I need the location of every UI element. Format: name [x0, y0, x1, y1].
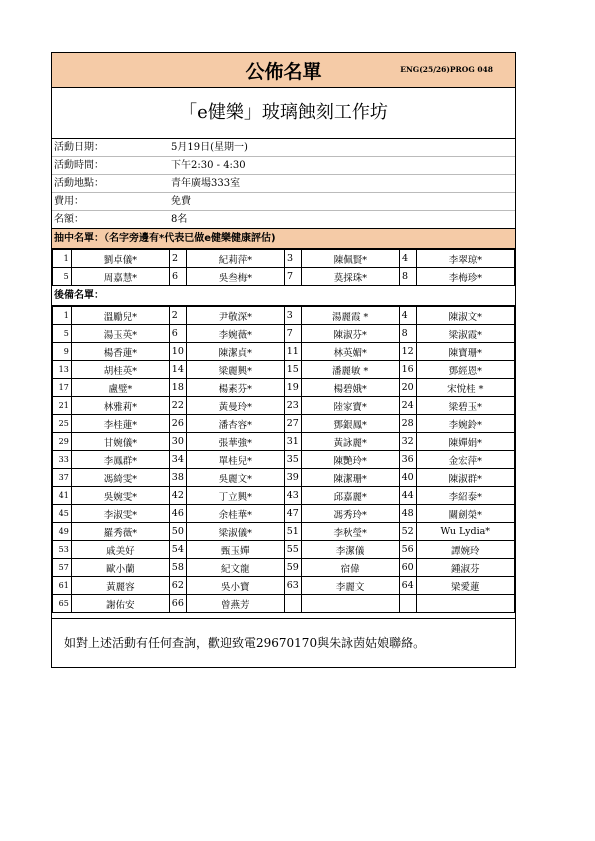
entry-name: 黃曼玲* — [186, 397, 284, 415]
entry-number: 34 — [169, 451, 186, 469]
entry-name: 李淑雯* — [71, 505, 169, 523]
entry-number: 6 — [169, 268, 186, 286]
entry-name: 吳婉雯* — [71, 487, 169, 505]
entry-number: 18 — [169, 379, 186, 397]
entry-number: 54 — [169, 541, 186, 559]
info-row — [52, 192, 515, 210]
entry-number: 51 — [284, 523, 301, 541]
waitlist-heading: 後備名單： — [52, 286, 515, 306]
entry-name: 潘麗敏 * — [301, 361, 399, 379]
entry-number: 29 — [53, 433, 72, 451]
table-row — [53, 307, 515, 325]
entry-name: 宋悅桂 * — [416, 379, 514, 397]
entry-number: 9 — [53, 343, 72, 361]
entry-number: 16 — [399, 361, 416, 379]
entry-name: 李鳳群* — [71, 451, 169, 469]
entry-number: 3 — [284, 250, 301, 268]
entry-number: 10 — [169, 343, 186, 361]
entry-name: 馮秀玲* — [301, 505, 399, 523]
entry-number: 8 — [399, 325, 416, 343]
entry-number: 24 — [399, 397, 416, 415]
entry-number: 40 — [399, 469, 416, 487]
entry-name: 陳艷玲* — [301, 451, 399, 469]
info-label: 費用： — [54, 196, 84, 207]
info-label: 活動時間： — [54, 160, 104, 171]
entry-number: 48 — [399, 505, 416, 523]
activity-title: 「e健樂」玻璃蝕刻工作坊 — [52, 88, 515, 139]
entry-name: 丁立興* — [186, 487, 284, 505]
entry-name: 宿偉 — [301, 559, 399, 577]
info-row — [52, 139, 515, 156]
entry-number: 62 — [169, 577, 186, 595]
entry-name: 陳淑群* — [416, 469, 514, 487]
entry-number: 53 — [53, 541, 72, 559]
entry-name: 楊香蓮* — [71, 343, 169, 361]
entry-number: 50 — [169, 523, 186, 541]
entry-number: 19 — [284, 379, 301, 397]
entry-name — [301, 595, 399, 613]
entry-number: 5 — [53, 325, 72, 343]
entry-number: 20 — [399, 379, 416, 397]
waitlist-table — [52, 306, 515, 613]
table-row — [53, 415, 515, 433]
table-row — [53, 361, 515, 379]
entry-number: 25 — [53, 415, 72, 433]
entry-name: 陳佩賢* — [301, 250, 399, 268]
entry-number: 46 — [169, 505, 186, 523]
entry-number: 32 — [399, 433, 416, 451]
entry-name: 李梅珍* — [416, 268, 514, 286]
entry-number: 1 — [53, 307, 72, 325]
info-label: 活動地點： — [54, 178, 104, 189]
entry-number — [284, 595, 301, 613]
entry-name: 李翠琼* — [416, 250, 514, 268]
table-row — [53, 541, 515, 559]
entry-number: 15 — [284, 361, 301, 379]
table-row — [53, 523, 515, 541]
selected-heading: 抽中名單：（名字旁邊有*代表已做e健樂健康評估) — [52, 229, 515, 249]
entry-name: 李潔儀 — [301, 541, 399, 559]
entry-name: 陸家寶* — [301, 397, 399, 415]
entry-number: 26 — [169, 415, 186, 433]
entry-name: 李麗文 — [301, 577, 399, 595]
entry-name: 李秋瑩* — [301, 523, 399, 541]
entry-number: 56 — [399, 541, 416, 559]
entry-number: 17 — [53, 379, 72, 397]
entry-name: 曾燕芳 — [186, 595, 284, 613]
entry-number: 60 — [399, 559, 416, 577]
entry-number: 57 — [53, 559, 72, 577]
selected-table — [52, 249, 515, 286]
entry-name: 鄧銀鳳* — [301, 415, 399, 433]
entry-name: 梁愛蓮 — [416, 577, 514, 595]
entry-name: 紀文龍 — [186, 559, 284, 577]
entry-name: 胡桂英* — [71, 361, 169, 379]
entry-name: 尹敬深* — [186, 307, 284, 325]
entry-name: 吳麗文* — [186, 469, 284, 487]
entry-number: 47 — [284, 505, 301, 523]
entry-number: 39 — [284, 469, 301, 487]
entry-name: 吳小寶 — [186, 577, 284, 595]
entry-number: 66 — [169, 595, 186, 613]
entry-name: 羅秀薇* — [71, 523, 169, 541]
entry-number: 23 — [284, 397, 301, 415]
entry-name: 楊碧娥* — [301, 379, 399, 397]
entry-name: 湯玉英* — [71, 325, 169, 343]
entry-number: 5 — [53, 268, 72, 286]
entry-name: 關劍榮* — [416, 505, 514, 523]
entry-name: 潘杏容* — [186, 415, 284, 433]
entry-number: 49 — [53, 523, 72, 541]
entry-name: 林雅莉* — [71, 397, 169, 415]
info-row — [52, 156, 515, 174]
entry-number: 3 — [284, 307, 301, 325]
table-row — [53, 379, 515, 397]
entry-name: 梁碧玉* — [416, 397, 514, 415]
entry-number: 11 — [284, 343, 301, 361]
entry-number: 41 — [53, 487, 72, 505]
entry-number: 36 — [399, 451, 416, 469]
info-value: 青年廣場333室 — [171, 178, 241, 189]
table-row — [53, 505, 515, 523]
table-row — [53, 595, 515, 613]
info-row — [52, 174, 515, 192]
entry-number: 64 — [399, 577, 416, 595]
info-value: 免費 — [171, 196, 191, 207]
entry-name: 鍾淑芬 — [416, 559, 514, 577]
entry-number: 33 — [53, 451, 72, 469]
entry-name: 陳嬋娟* — [416, 433, 514, 451]
entry-name: 謝佑安 — [71, 595, 169, 613]
entry-name: 劉卓儀* — [71, 250, 169, 268]
entry-name: 湯麗霞 * — [301, 307, 399, 325]
entry-name: 金宏萍* — [416, 451, 514, 469]
entry-number: 28 — [399, 415, 416, 433]
entry-name: 鄧經恩* — [416, 361, 514, 379]
entry-name: 楊素芬* — [186, 379, 284, 397]
entry-number: 43 — [284, 487, 301, 505]
entry-name — [416, 595, 514, 613]
entry-name: 馮綺雯* — [71, 469, 169, 487]
activity-info — [52, 139, 515, 229]
entry-name: 余桂華* — [186, 505, 284, 523]
header-bar — [52, 53, 515, 88]
entry-number: 27 — [284, 415, 301, 433]
table-row — [53, 451, 515, 469]
table-row — [53, 559, 515, 577]
entry-name: 甄玉嬋 — [186, 541, 284, 559]
info-value: 下午2:30 - 4:30 — [171, 160, 246, 171]
entry-number: 61 — [53, 577, 72, 595]
entry-number: 63 — [284, 577, 301, 595]
table-row — [53, 487, 515, 505]
entry-name: 歐小蘭 — [71, 559, 169, 577]
entry-name: 盧璧* — [71, 379, 169, 397]
entry-name: 周嘉慧* — [71, 268, 169, 286]
entry-number: 45 — [53, 505, 72, 523]
entry-name: 張華強* — [186, 433, 284, 451]
entry-number: 12 — [399, 343, 416, 361]
entry-name: 莫採珠* — [301, 268, 399, 286]
entry-name: 黃詠麗* — [301, 433, 399, 451]
entry-name: 梁淑霞* — [416, 325, 514, 343]
entry-name: 邱嘉麗* — [301, 487, 399, 505]
entry-number: 52 — [399, 523, 416, 541]
entry-number: 4 — [399, 307, 416, 325]
entry-number: 38 — [169, 469, 186, 487]
entry-number: 42 — [169, 487, 186, 505]
table-row — [53, 343, 515, 361]
entry-number: 13 — [53, 361, 72, 379]
entry-number: 22 — [169, 397, 186, 415]
entry-number: 2 — [169, 307, 186, 325]
entry-number: 58 — [169, 559, 186, 577]
entry-name: 李婉薇* — [186, 325, 284, 343]
entry-number: 8 — [399, 268, 416, 286]
entry-number: 7 — [284, 325, 301, 343]
entry-name: 溫勵兒* — [71, 307, 169, 325]
entry-name: 黃麗容 — [71, 577, 169, 595]
info-value: 8名 — [171, 214, 188, 225]
entry-name: 陳潔貞* — [186, 343, 284, 361]
entry-name: 陳淑文* — [416, 307, 514, 325]
entry-name: Wu Lydia* — [416, 523, 514, 541]
entry-number: 59 — [284, 559, 301, 577]
entry-number: 30 — [169, 433, 186, 451]
entry-name: 吳叁梅* — [186, 268, 284, 286]
entry-name: 單桂兒* — [186, 451, 284, 469]
entry-number: 4 — [399, 250, 416, 268]
entry-name: 李婉鈴* — [416, 415, 514, 433]
entry-name: 陳潔珊* — [301, 469, 399, 487]
entry-number: 37 — [53, 469, 72, 487]
entry-number: 35 — [284, 451, 301, 469]
entry-number: 31 — [284, 433, 301, 451]
info-label: 活動日期： — [54, 142, 104, 153]
table-row — [53, 433, 515, 451]
notice-sheet — [51, 52, 516, 668]
entry-number: 7 — [284, 268, 301, 286]
contact-note: 如對上述活動有任何查詢，歡迎致電29670170與朱詠茵姑娘聯絡。 — [52, 618, 515, 667]
entry-number: 2 — [169, 250, 186, 268]
entry-number: 21 — [53, 397, 72, 415]
table-row — [53, 268, 515, 286]
entry-number: 55 — [284, 541, 301, 559]
entry-name: 梁淑儀* — [186, 523, 284, 541]
entry-name: 李桂蓮* — [71, 415, 169, 433]
table-row — [53, 250, 515, 268]
info-row — [52, 210, 515, 228]
entry-number: 44 — [399, 487, 416, 505]
info-label: 名額： — [54, 214, 84, 225]
table-row — [53, 469, 515, 487]
entry-number: 1 — [53, 250, 72, 268]
entry-number — [399, 595, 416, 613]
entry-name: 戚美好 — [71, 541, 169, 559]
entry-number: 6 — [169, 325, 186, 343]
info-value: 5月19日(星期一) — [171, 142, 248, 153]
document-code: ENG(25/26)PROG 048 — [400, 65, 493, 74]
entry-name: 紀莉萍* — [186, 250, 284, 268]
entry-name: 梁麗興* — [186, 361, 284, 379]
entry-name: 甘婉儀* — [71, 433, 169, 451]
entry-name: 譚婉玲 — [416, 541, 514, 559]
entry-number: 65 — [53, 595, 72, 613]
entry-name: 陳淑芬* — [301, 325, 399, 343]
table-row — [53, 397, 515, 415]
table-row — [53, 325, 515, 343]
table-row — [53, 577, 515, 595]
page-title: 公佈名單 — [245, 61, 322, 83]
entry-number: 14 — [169, 361, 186, 379]
entry-name: 李紹泰* — [416, 487, 514, 505]
entry-name: 林英媚* — [301, 343, 399, 361]
entry-name: 陳寶珊* — [416, 343, 514, 361]
